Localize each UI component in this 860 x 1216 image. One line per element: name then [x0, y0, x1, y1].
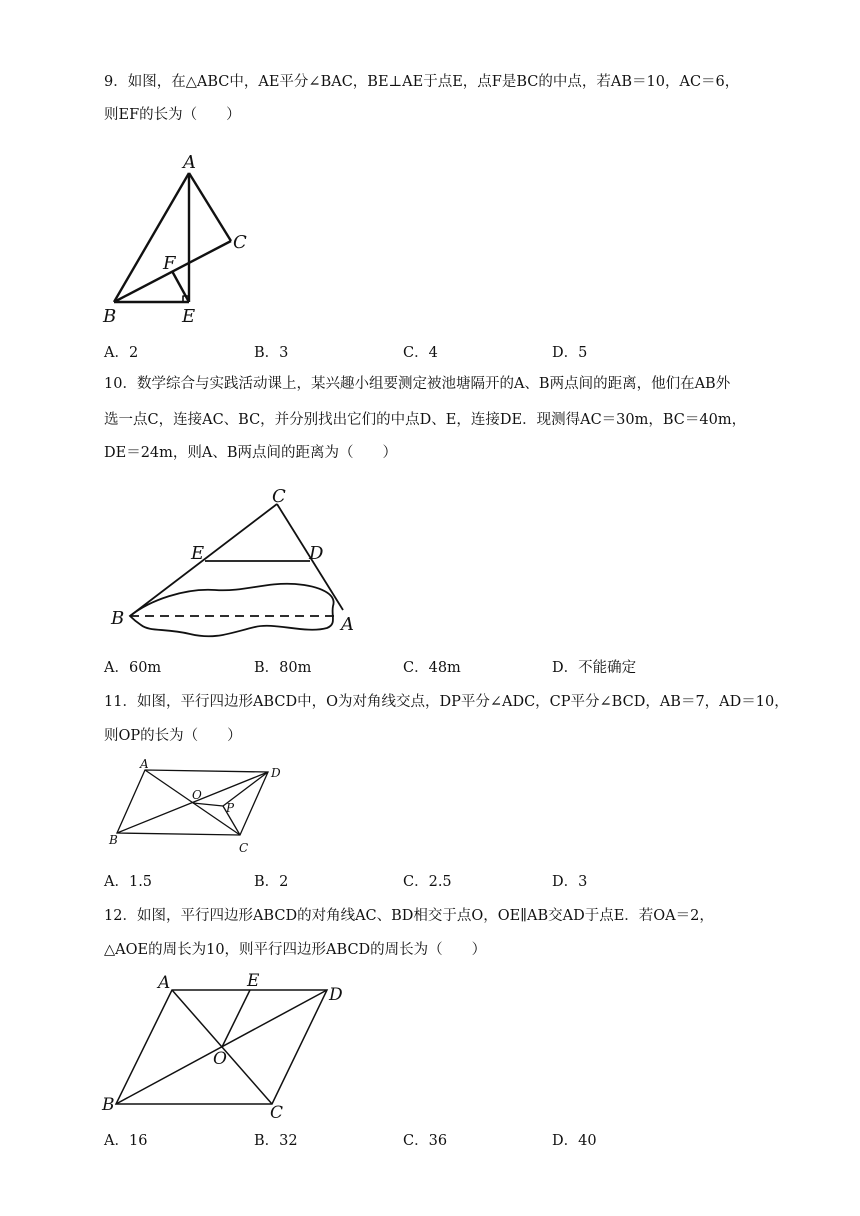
q9-label-a: A: [183, 152, 196, 173]
q10-label-a: A: [341, 614, 354, 635]
q9-options: [104, 343, 704, 363]
q10-option-a[interactable]: A．60m: [104, 660, 162, 676]
q12-stem-line2: △AOE的周长为10，则平行四边形ABCD的周长为（ ）: [104, 942, 487, 958]
q12-label-o: O: [213, 1049, 227, 1069]
q9-stem-line2: 则EF的长为（ ）: [104, 107, 241, 123]
q11-label-b: B: [109, 833, 118, 847]
q12-diagonal-bd: [116, 990, 327, 1104]
q11-label-a: A: [140, 757, 149, 771]
q10-figure: [105, 482, 365, 642]
q11-option-b[interactable]: B．2: [254, 874, 289, 890]
q10-stem-line2: 选一点C，连接AC、BC，并分别找出它们的中点D、E，连接DE．现测得AC＝30m，BC＝40m，: [104, 412, 747, 428]
q10-label-c: C: [272, 486, 286, 507]
q10-options: [104, 658, 704, 678]
q9-option-c[interactable]: C．4: [403, 345, 438, 361]
q10-option-d[interactable]: D．不能确定: [552, 660, 637, 676]
q12-option-b[interactable]: B．32: [254, 1133, 298, 1149]
q11-label-c: C: [239, 841, 249, 855]
q10-label-e: E: [191, 543, 205, 564]
q9-figure: [100, 148, 260, 328]
q9-option-a[interactable]: A．2: [104, 345, 139, 361]
q9-label-c: C: [233, 232, 247, 253]
q12-label-d: D: [329, 985, 343, 1005]
q12-option-c[interactable]: C．36: [403, 1133, 448, 1149]
q9-option-b[interactable]: B．3: [254, 345, 289, 361]
q11-label-o: O: [192, 788, 202, 802]
q12-stem-line1: 12．如图，平行四边形ABCD的对角线AC、BD相交于点O，OE∥AB交AD于点E．若OA＝2，: [104, 908, 714, 924]
q10-label-d: D: [309, 543, 324, 564]
q11-stem-line1: 11．如图，平行四边形ABCD中，O为对角线交点，DP平分∠ADC，CP平分∠BCD，AB＝7，AD＝10，: [104, 694, 789, 710]
q12-option-a[interactable]: A．16: [104, 1133, 148, 1149]
q11-label-p: P: [226, 801, 235, 815]
q12-label-e: E: [247, 971, 260, 991]
q11-figure: [100, 755, 300, 860]
q9-stem-line1: 9．如图，在△ABC中，AE平分∠BAC，BE⊥AE于点E，点F是BC的中点，若AB＝10，AC＝6，: [104, 74, 740, 90]
q9-segment-fe: [172, 271, 189, 302]
q12-figure: [100, 968, 360, 1123]
q10-label-b: B: [111, 608, 125, 629]
q9-label-e: E: [182, 306, 196, 327]
q9-label-b: B: [103, 306, 117, 327]
q10-stem-line1: 10．数学综合与实践活动课上，某兴趣小组要测定被池塘隔开的A、B两点间的距离，他们在AB外: [104, 376, 731, 392]
q10-option-c[interactable]: C．48m: [403, 660, 461, 676]
q9-label-f: F: [163, 253, 176, 274]
q10-option-b[interactable]: B．80m: [254, 660, 312, 676]
q9-option-d[interactable]: D．5: [552, 345, 588, 361]
q10-stem-line3: DE＝24m，则A、B两点间的距离为（ ）: [104, 445, 398, 461]
q11-label-d: D: [271, 766, 281, 780]
q11-stem-line2: 则OP的长为（ ）: [104, 728, 242, 744]
q11-option-d[interactable]: D．3: [552, 874, 588, 890]
q12-options: [104, 1131, 704, 1151]
q12-label-c: C: [270, 1103, 284, 1123]
q12-label-b: B: [102, 1095, 115, 1115]
q9-segment-ac: [189, 173, 231, 241]
q12-option-d[interactable]: D．40: [552, 1133, 597, 1149]
q11-option-c[interactable]: C．2.5: [403, 874, 452, 890]
q12-label-a: A: [158, 973, 171, 993]
q11-options: [104, 872, 704, 892]
q11-option-a[interactable]: A．1.5: [104, 874, 153, 890]
